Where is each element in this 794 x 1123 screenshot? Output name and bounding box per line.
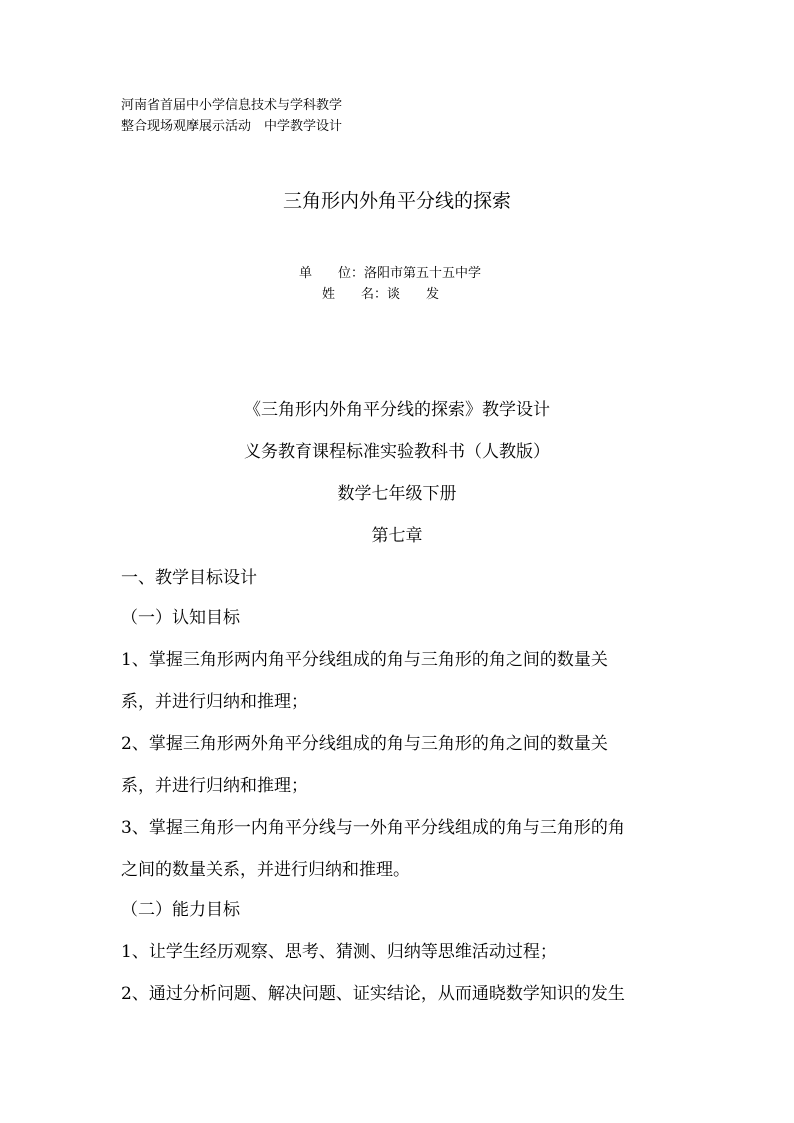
subsection-heading-cognitive: （一）认知目标 — [121, 608, 240, 628]
name-value: 谈 发 — [387, 287, 440, 302]
header-line-2: 整合现场观摩展示活动 中学教学设计 — [121, 119, 343, 134]
chapter-line: 第七章 — [371, 526, 423, 546]
grade-line: 数学七年级下册 — [337, 484, 457, 504]
textbook-line: 义务教育课程标准实验教科书（人教版） — [244, 442, 550, 462]
name-label: 姓 名： — [322, 287, 388, 302]
paragraph-line: 2、通过分析问题、解决问题、证实结论，从而通晓数学知识的发生 — [121, 984, 625, 1004]
unit-label: 单 位： — [299, 266, 365, 281]
design-title: 《三角形内外角平分线的探索》教学设计 — [244, 400, 550, 420]
section-heading: 一、教学目标设计 — [121, 568, 257, 588]
document-title: 三角形内外角平分线的探索 — [282, 190, 511, 212]
paragraph-line: 1、掌握三角形两内角平分线组成的角与三角形的角之间的数量关 — [121, 650, 608, 670]
author-unit-row — [299, 265, 481, 283]
unit-value: 洛阳市第五十五中学 — [364, 266, 482, 281]
author-name-row — [322, 286, 439, 304]
paragraph-line: 系，并进行归纳和推理； — [121, 692, 308, 712]
paragraph-line: 2、掌握三角形两外角平分线组成的角与三角形的角之间的数量关 — [121, 734, 608, 754]
paragraph-line: 之间的数量关系，并进行归纳和推理。 — [121, 860, 410, 880]
paragraph-line: 3、掌握三角形一内角平分线与一外角平分线组成的角与三角形的角 — [121, 818, 625, 838]
paragraph-line: 系，并进行归纳和推理； — [121, 776, 308, 796]
subsection-heading-ability: （二）能力目标 — [121, 900, 240, 920]
header-line-1: 河南省首届中小学信息技术与学科教学 — [121, 98, 343, 113]
paragraph-line: 1、让学生经历观察、思考、猜测、归纳等思维活动过程； — [121, 942, 557, 962]
